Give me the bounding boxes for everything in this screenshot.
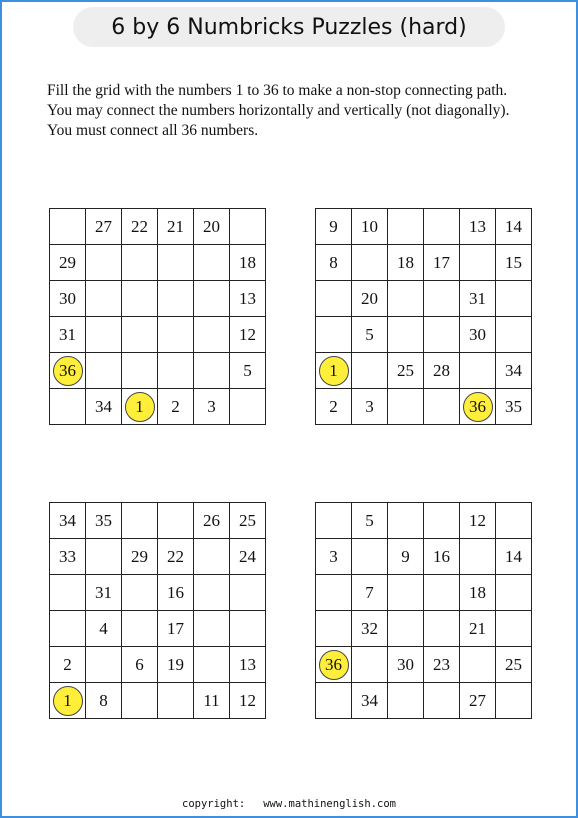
grid-cell[interactable] (424, 503, 460, 539)
cell-number: 36 (53, 356, 83, 386)
grid-cell[interactable] (388, 539, 424, 575)
cell-number: 1 (319, 356, 349, 386)
cell-number: 9 (401, 546, 410, 566)
grid-cell[interactable] (316, 245, 352, 281)
cell-number: 25 (505, 654, 522, 674)
cell-number: 3 (207, 396, 216, 416)
grid-cell[interactable] (496, 503, 532, 539)
grid-cell[interactable] (86, 503, 122, 539)
grid-cell[interactable] (388, 575, 424, 611)
grid-cell[interactable] (424, 353, 460, 389)
grid-cell[interactable] (86, 611, 122, 647)
grid-cell[interactable] (316, 317, 352, 353)
cell-number: 23 (433, 654, 450, 674)
grid-cell[interactable] (460, 611, 496, 647)
grid-cell[interactable] (158, 209, 194, 245)
footer (0, 798, 578, 810)
grid-cell[interactable] (122, 647, 158, 683)
cell-number: 22 (131, 216, 148, 236)
grid-cell[interactable] (460, 389, 496, 425)
page-title (73, 7, 505, 47)
grid-cell[interactable] (230, 575, 266, 611)
grid-cell[interactable] (496, 539, 532, 575)
grid-cell[interactable] (316, 503, 352, 539)
puzzle-grid-1 (49, 208, 266, 425)
grid-cell[interactable] (496, 389, 532, 425)
grid-cell[interactable] (50, 245, 86, 281)
cell-number: 25 (397, 360, 414, 380)
grid-cell[interactable] (352, 683, 388, 719)
grid-cell[interactable] (194, 683, 230, 719)
cell-number: 35 (505, 396, 522, 416)
grid-cell[interactable] (496, 245, 532, 281)
cell-number: 20 (361, 288, 378, 308)
grid-cell[interactable] (158, 389, 194, 425)
grid-cell[interactable] (86, 317, 122, 353)
cell-number: 5 (365, 510, 374, 530)
grid-cell[interactable] (86, 281, 122, 317)
page-title-text: 6 by 6 Numbricks Puzzles (hard) (111, 14, 467, 40)
grid-cell[interactable] (496, 611, 532, 647)
grid-cell[interactable] (194, 503, 230, 539)
cell-number: 22 (167, 546, 184, 566)
cell-number: 20 (203, 216, 220, 236)
grid-cell[interactable] (460, 503, 496, 539)
grid-cell[interactable] (50, 503, 86, 539)
grid-cell[interactable] (388, 503, 424, 539)
grid-cell[interactable] (388, 281, 424, 317)
cell-number: 15 (505, 252, 522, 272)
cell-number: 19 (167, 654, 184, 674)
cell-number: 13 (239, 654, 256, 674)
grid-cell[interactable] (122, 353, 158, 389)
puzzle-grid-2 (315, 208, 532, 425)
grid-cell[interactable] (424, 539, 460, 575)
cell-number: 26 (203, 510, 220, 530)
grid-cell[interactable] (158, 611, 194, 647)
grid-cell[interactable] (496, 647, 532, 683)
grid-cell[interactable] (230, 389, 266, 425)
grid-cell[interactable] (86, 353, 122, 389)
cell-number: 17 (167, 618, 184, 638)
cell-number: 30 (59, 288, 76, 308)
grid-cell[interactable] (158, 245, 194, 281)
grid-cell[interactable] (316, 683, 352, 719)
grid-cell[interactable] (352, 611, 388, 647)
copyright-url[interactable]: www.mathinenglish.com (263, 798, 396, 810)
grid-cell[interactable] (158, 647, 194, 683)
cell-number: 32 (361, 618, 378, 638)
grid-cell[interactable] (352, 539, 388, 575)
cell-number: 3 (329, 546, 338, 566)
grid-cell[interactable] (388, 317, 424, 353)
grid-cell[interactable] (388, 647, 424, 683)
cell-number: 18 (469, 582, 486, 602)
grid-cell[interactable] (230, 647, 266, 683)
cell-number: 34 (361, 690, 378, 710)
grid-cell[interactable] (194, 281, 230, 317)
grid-cell[interactable] (122, 245, 158, 281)
grid-cell[interactable] (50, 611, 86, 647)
cell-number: 12 (239, 324, 256, 344)
grid-cell[interactable] (496, 317, 532, 353)
cell-number: 10 (361, 216, 378, 236)
grid-cell[interactable] (424, 389, 460, 425)
grid-cell[interactable] (194, 389, 230, 425)
grid-cell[interactable] (230, 539, 266, 575)
cell-number: 34 (59, 510, 76, 530)
instruction-line: You must connect all 36 numbers. (47, 122, 259, 139)
grid-cell[interactable] (230, 245, 266, 281)
grid-cell[interactable] (388, 245, 424, 281)
grid-cell[interactable] (122, 503, 158, 539)
grid-cell[interactable] (122, 575, 158, 611)
cell-number: 8 (329, 252, 338, 272)
grid-cell[interactable] (122, 539, 158, 575)
grid-cell[interactable] (352, 281, 388, 317)
grid-cell[interactable] (230, 317, 266, 353)
cell-number: 35 (95, 510, 112, 530)
grid-cell[interactable] (316, 209, 352, 245)
cell-number: 16 (167, 582, 184, 602)
cell-number: 36 (463, 392, 493, 422)
grid-cell[interactable] (460, 353, 496, 389)
cell-number: 1 (125, 392, 155, 422)
grid-cell[interactable] (158, 503, 194, 539)
grid-cell[interactable] (424, 245, 460, 281)
grid-cell[interactable] (158, 317, 194, 353)
grid-cell[interactable] (496, 575, 532, 611)
grid-cell[interactable] (352, 503, 388, 539)
grid-cell[interactable] (388, 353, 424, 389)
grid-cell[interactable] (194, 317, 230, 353)
cell-number: 21 (469, 618, 486, 638)
cell-number: 24 (239, 546, 256, 566)
grid-cell[interactable] (86, 245, 122, 281)
copyright-label: copyright: (182, 798, 246, 810)
cell-number: 2 (329, 396, 338, 416)
grid-cell[interactable] (496, 281, 532, 317)
cell-number: 14 (505, 216, 522, 236)
grid-cell[interactable] (158, 575, 194, 611)
grid-cell[interactable] (86, 539, 122, 575)
grid-cell[interactable] (460, 281, 496, 317)
instruction-line: You may connect the numbers horizontally and vertically (not diagonally). (47, 102, 510, 119)
grid-cell[interactable] (352, 209, 388, 245)
cell-number: 29 (131, 546, 148, 566)
cell-number: 12 (239, 690, 256, 710)
grid-cell[interactable] (122, 281, 158, 317)
grid-cell[interactable] (496, 683, 532, 719)
grid-cell[interactable] (424, 317, 460, 353)
cell-number: 28 (433, 360, 450, 380)
grid-cell[interactable] (352, 317, 388, 353)
cell-number: 31 (95, 582, 112, 602)
grid-cell[interactable] (460, 209, 496, 245)
grid-cell[interactable] (230, 683, 266, 719)
instruction-line: Fill the grid with the numbers 1 to 36 to make a non-stop connecting path. (47, 82, 508, 99)
cell-number: 21 (167, 216, 184, 236)
grid-cell[interactable] (424, 611, 460, 647)
cell-number: 7 (365, 582, 374, 602)
grid-cell[interactable] (86, 389, 122, 425)
cell-number: 2 (171, 396, 180, 416)
cell-number: 18 (397, 252, 414, 272)
cell-number: 30 (397, 654, 414, 674)
grid-cell[interactable] (316, 389, 352, 425)
cell-number: 29 (59, 252, 76, 272)
cell-number: 27 (95, 216, 112, 236)
grid-cell[interactable] (460, 575, 496, 611)
grid-cell[interactable] (122, 209, 158, 245)
grid-cell[interactable] (316, 611, 352, 647)
grid-cell[interactable] (316, 539, 352, 575)
grid-cell[interactable] (230, 611, 266, 647)
grid-cell[interactable] (86, 683, 122, 719)
grid-cell[interactable] (50, 539, 86, 575)
puzzle-grid-3 (49, 502, 266, 719)
grid-cell[interactable] (352, 575, 388, 611)
grid-cell[interactable] (194, 647, 230, 683)
cell-number: 36 (319, 650, 349, 680)
puzzle-grid-4 (315, 502, 532, 719)
grid-cell[interactable] (388, 389, 424, 425)
cell-number: 17 (433, 252, 450, 272)
grid-cell[interactable] (122, 683, 158, 719)
grid-cell[interactable] (316, 575, 352, 611)
grid-cell[interactable] (230, 503, 266, 539)
grid-cell[interactable] (50, 209, 86, 245)
grid-cell[interactable] (86, 647, 122, 683)
grid-cell[interactable] (460, 683, 496, 719)
cell-number: 11 (203, 690, 220, 710)
grid-cell[interactable] (194, 353, 230, 389)
grid-cell[interactable] (230, 281, 266, 317)
cell-number: 1 (53, 686, 83, 716)
cell-number: 27 (469, 690, 486, 710)
grid-cell[interactable] (194, 245, 230, 281)
cell-number: 16 (433, 546, 450, 566)
grid-cell[interactable] (50, 647, 86, 683)
grid-cell[interactable] (352, 389, 388, 425)
cell-number: 14 (505, 546, 522, 566)
cell-number: 25 (239, 510, 256, 530)
grid-cell[interactable] (50, 353, 86, 389)
grid-cell[interactable] (230, 353, 266, 389)
grid-cell[interactable] (158, 683, 194, 719)
grid-cell[interactable] (50, 683, 86, 719)
grid-cell[interactable] (122, 389, 158, 425)
grid-cell[interactable] (424, 281, 460, 317)
cell-number: 31 (59, 324, 76, 344)
grid-cell[interactable] (460, 317, 496, 353)
cell-number: 18 (239, 252, 256, 272)
cell-number: 5 (243, 360, 252, 380)
cell-number: 13 (469, 216, 486, 236)
grid-cell[interactable] (158, 539, 194, 575)
grid-cell[interactable] (158, 353, 194, 389)
cell-number: 6 (135, 654, 144, 674)
grid-cell[interactable] (194, 209, 230, 245)
grid-cell[interactable] (194, 575, 230, 611)
grid-cell[interactable] (86, 209, 122, 245)
grid-cell[interactable] (50, 281, 86, 317)
grid-cell[interactable] (194, 611, 230, 647)
cell-number: 13 (239, 288, 256, 308)
grid-cell[interactable] (316, 353, 352, 389)
grid-cell[interactable] (388, 683, 424, 719)
grid-cell[interactable] (424, 209, 460, 245)
grid-cell[interactable] (388, 611, 424, 647)
cell-number: 8 (99, 690, 108, 710)
grid-cell[interactable] (230, 209, 266, 245)
cell-number: 5 (365, 324, 374, 344)
cell-number: 3 (365, 396, 374, 416)
grid-cell[interactable] (50, 389, 86, 425)
grid-cell[interactable] (460, 647, 496, 683)
grid-cell[interactable] (158, 281, 194, 317)
grid-cell[interactable] (316, 281, 352, 317)
instructions (47, 81, 547, 141)
grid-cell[interactable] (316, 647, 352, 683)
grid-cell[interactable] (424, 647, 460, 683)
cell-number: 2 (63, 654, 72, 674)
grid-cell[interactable] (50, 317, 86, 353)
cell-number: 31 (469, 288, 486, 308)
grid-cell[interactable] (122, 611, 158, 647)
grid-cell[interactable] (496, 353, 532, 389)
grid-cell[interactable] (352, 353, 388, 389)
cell-number: 9 (329, 216, 338, 236)
grid-cell[interactable] (424, 683, 460, 719)
grid-cell[interactable] (194, 539, 230, 575)
grid-cell[interactable] (50, 575, 86, 611)
cell-number: 34 (505, 360, 522, 380)
grid-cell[interactable] (352, 647, 388, 683)
grid-cell[interactable] (388, 209, 424, 245)
grid-cell[interactable] (122, 317, 158, 353)
cell-number: 4 (99, 618, 108, 638)
grid-cell[interactable] (352, 245, 388, 281)
grid-cell[interactable] (496, 209, 532, 245)
grid-cell[interactable] (460, 245, 496, 281)
cell-number: 34 (95, 396, 112, 416)
grid-cell[interactable] (86, 575, 122, 611)
grid-cell[interactable] (460, 539, 496, 575)
cell-number: 33 (59, 546, 76, 566)
cell-number: 12 (469, 510, 486, 530)
grid-cell[interactable] (424, 575, 460, 611)
cell-number: 30 (469, 324, 486, 344)
